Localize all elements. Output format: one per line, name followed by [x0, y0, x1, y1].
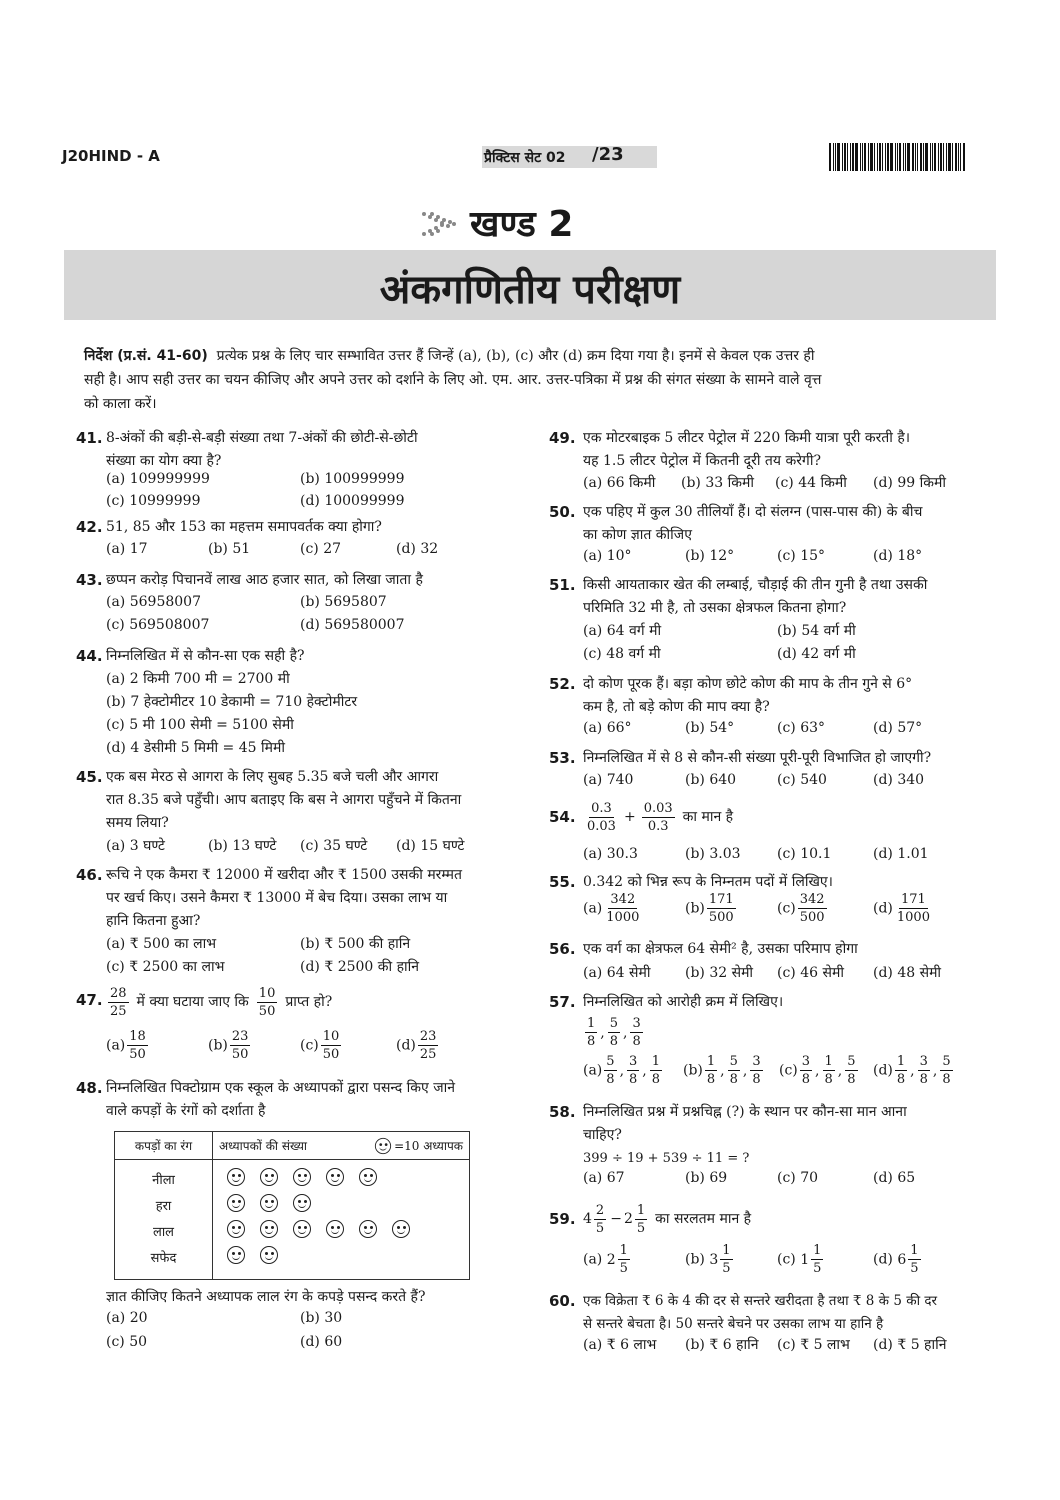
option-a[interactable]: (a) 66 किमी — [583, 475, 656, 491]
option-a[interactable]: (a) 17 — [106, 541, 148, 557]
question-text: 8-अंकों की बड़ी-से-बड़ी संख्या तथा 7-अंकों की छोटी-से-छोटी — [106, 430, 418, 446]
fraction: $\frac{1}{8}$ — [824, 1054, 833, 1087]
barcode-bar — [877, 143, 878, 171]
given-fractions: $\frac{1}{8}$ , $\frac{5}{8}$ , $\frac{3}{8}$ — [587, 1016, 641, 1049]
smiley-icon — [260, 1168, 278, 1186]
fraction: $\frac{1}{8}$ — [896, 1054, 906, 1087]
pictogram-rows — [213, 1160, 470, 1280]
option-c[interactable]: (c) 46 सेमी — [777, 965, 844, 981]
option-d[interactable]: (d) 65 — [873, 1170, 916, 1186]
question-text: वाले कपड़ों के रंगों को दर्शाता है — [106, 1103, 266, 1119]
option-d[interactable]: (d) 100099999 — [300, 493, 405, 509]
question-58 — [549, 1101, 999, 1186]
question-text: किसी आयताकार खेत की लम्बाई, चौड़ाई की तीन गुनी है तथा उसकी — [583, 577, 928, 593]
barcode-bar — [860, 143, 861, 171]
smiley-icon — [359, 1220, 377, 1238]
option-c[interactable]: (c) 1 $\frac{1}{5}$ — [777, 1243, 822, 1276]
fraction: $\frac{0.3}{0.03}$ — [587, 801, 616, 834]
question-text: 0.342 को भिन्न रूप के निम्नतम पदों में लिखिए। — [583, 874, 833, 890]
question-text: परिमिति 32 मी है, तो उसका क्षेत्रफल कितना होगा? — [583, 600, 847, 616]
question-text: एक बस मेरठ से आगरा के लिए सुबह 5.35 बजे चली और आगरा — [106, 769, 439, 785]
instructions — [84, 344, 984, 416]
option-c[interactable]: (c) 10.1 — [777, 846, 832, 862]
barcode-bar — [868, 143, 869, 171]
barcode-bar — [923, 143, 924, 171]
question-53 — [549, 747, 999, 788]
option-d[interactable]: (d) 15 घण्टे — [396, 838, 465, 854]
question-number: 54. — [549, 808, 576, 826]
barcode-bar — [955, 143, 957, 171]
question-number: 57. — [549, 993, 576, 1011]
question-57 — [549, 991, 999, 1087]
question-text: में क्या घटाया जाए कि — [136, 994, 249, 1010]
row-label: लाल — [153, 1225, 174, 1240]
barcode-bar — [938, 143, 939, 171]
option-b[interactable]: (b) 30 — [300, 1310, 343, 1326]
mixed-fraction: 4 $\frac{2}{5}$ — [583, 1203, 605, 1236]
question-text: का सरलतम मान है — [655, 1211, 752, 1227]
question-number: 55. — [549, 873, 576, 891]
question-number: 48. — [76, 1079, 103, 1097]
question-text: रात 8.35 बजे पहुँची। आप बताइए कि बस ने आगरा पहुँचने में कितना — [106, 792, 462, 808]
option-c[interactable]: (c) ₹ 2500 का लाभ — [106, 959, 225, 975]
barcode-bar — [844, 143, 846, 171]
question-47 — [76, 985, 526, 1062]
question-text: निम्नलिखित पिक्टोग्राम एक स्कूल के अध्यापकों द्वारा पसन्द किए जाने — [106, 1080, 455, 1096]
question-59 — [549, 1202, 999, 1276]
question-number: 49. — [549, 429, 576, 447]
barcode-bar — [879, 143, 881, 171]
option-b[interactable]: (b) 3 $\frac{1}{5}$ — [685, 1243, 731, 1276]
barcode-bar — [912, 143, 914, 171]
smiley-icon — [293, 1168, 311, 1186]
question-text: से सन्तरे बेचता है। 50 सन्तरे बेचने पर उसका लाभ या हानि है — [583, 1316, 884, 1332]
barcode-bar — [829, 143, 831, 171]
question-text: निम्नलिखित को आरोही क्रम में लिखिए। — [583, 994, 784, 1010]
option-d[interactable]: (d) 32 — [396, 541, 439, 557]
option-d[interactable]: (d) $\frac{171}{1000}$ — [873, 892, 930, 925]
option-c[interactable]: (c) 569508007 — [106, 617, 210, 633]
option-c[interactable]: (c) 63° — [777, 720, 826, 736]
option-b[interactable]: (b) $\frac{23}{50}$ — [208, 1029, 249, 1062]
option-d[interactable]: (d) 60 — [300, 1334, 343, 1350]
question-text: एक मोटरबाइक 5 लीटर पेट्रोल में 220 किमी यात्रा पूरी करती है। — [583, 430, 911, 446]
question-text: दो कोण पूरक हैं। बड़ा कोण छोटे कोण की माप के तीन गुने से 6° — [583, 676, 913, 692]
option-b[interactable]: (b) 5695807 — [300, 594, 387, 610]
question-text: निम्नलिखित में से 8 से कौन-सी संख्या पूरी-पूरी विभाजित हो जाएगी? — [583, 750, 932, 766]
question-number: 46. — [76, 866, 103, 884]
option-a[interactable]: (a) 3 घण्टे — [106, 838, 165, 854]
barcode-bar — [850, 143, 851, 171]
question-number: 44. — [76, 647, 103, 665]
question-42 — [76, 516, 526, 557]
column-header: अध्यापकों की संख्या =10 अध्यापक — [213, 1132, 470, 1160]
fraction: $\frac{3}{8}$ — [919, 1054, 928, 1087]
smiley-icon — [260, 1220, 278, 1238]
barcode-bar — [870, 143, 873, 171]
question-text: हानि कितना हुआ? — [106, 913, 201, 929]
question-text: का मान है — [682, 809, 734, 825]
page-number: /23 — [592, 144, 624, 165]
question-number: 56. — [549, 940, 576, 958]
option-d[interactable]: (d) 6 $\frac{1}{5}$ — [873, 1243, 919, 1276]
question-text: ज्ञात कीजिए कितने अध्यापक लाल रंग के कपड़े पसन्द करते हैं? — [106, 1289, 426, 1305]
barcode-bar — [925, 143, 928, 171]
question-text: एक पहिए में कुल 30 तीलियाँ हैं। दो संलग्न (पास-पास की) के बीच — [583, 504, 923, 520]
chevron-arrow-icon — [420, 208, 464, 244]
pictogram-row — [227, 1194, 469, 1220]
pictogram-row — [227, 1168, 469, 1194]
smiley-icon — [326, 1220, 344, 1238]
fraction: $\frac{3}{8}$ — [801, 1054, 811, 1087]
question-number: 52. — [549, 675, 576, 693]
option-a[interactable]: (a) 67 — [583, 1170, 625, 1186]
barcode-bar — [943, 143, 944, 171]
option-d[interactable]: (d) ₹ 2500 की हानि — [300, 959, 420, 975]
barcode-bar — [952, 143, 953, 171]
option-b[interactable]: (b) 100999999 — [300, 471, 405, 487]
question-number: 51. — [549, 576, 576, 594]
barcode-bar — [847, 143, 848, 171]
question-number: 45. — [76, 768, 103, 786]
color-labels — [115, 1160, 213, 1280]
smiley-icon — [227, 1168, 245, 1186]
option-d[interactable]: (d) $\frac{23}{25}$ — [396, 1029, 437, 1062]
mixed-fraction: 2 $\frac{1}{5}$ — [623, 1203, 646, 1236]
smiley-icon — [227, 1220, 245, 1238]
paper-code: J20HIND - A — [62, 147, 160, 165]
question-41 — [76, 427, 526, 509]
option-c[interactable]: (c) 15° — [777, 548, 826, 564]
question-text: चाहिए? — [583, 1127, 622, 1143]
option-b[interactable]: (b) $\frac{171}{500}$ — [685, 892, 734, 925]
option-d[interactable]: (d) 57° — [873, 720, 923, 736]
question-expression: 399 ÷ 19 + 539 ÷ 11 = ? — [583, 1151, 750, 1166]
option-b[interactable]: (b) $\frac{1}{8}$ , $\frac{5}{8}$ , $\frac{3}{8}$ — [683, 1054, 761, 1087]
plus-sign: + — [623, 809, 636, 825]
barcode-bar — [932, 143, 933, 171]
barcode-bar — [885, 143, 886, 171]
option-a[interactable]: (a) 20 — [106, 1310, 148, 1326]
option-c[interactable]: (c) 10999999 — [106, 493, 201, 509]
option-c[interactable]: (c) 44 किमी — [775, 475, 847, 491]
smiley-icon — [293, 1194, 311, 1212]
instructions-line: को काला करें। — [84, 396, 157, 412]
question-number: 59. — [549, 1210, 576, 1228]
fraction: $\frac{28}{25}$ — [110, 986, 127, 1019]
fraction: $\frac{5}{8}$ — [942, 1054, 951, 1087]
row-label: नीला — [152, 1173, 175, 1188]
question-text: एक वर्ग का क्षेत्रफल 64 सेमी² है, उसका परिमाप होगा — [583, 941, 858, 957]
fraction: $\frac{10}{50}$ — [258, 986, 276, 1019]
question-51 — [549, 574, 999, 662]
barcode-bar — [946, 143, 947, 171]
option-d[interactable]: (d) 48 सेमी — [873, 965, 942, 981]
pictogram-row — [227, 1246, 469, 1272]
question-number: 43. — [76, 571, 103, 589]
fraction: $\frac{1}{8}$ — [651, 1054, 661, 1087]
option-b[interactable]: (b) 54° — [685, 720, 735, 736]
option-b[interactable]: (b) 54 वर्ग मी — [777, 623, 856, 639]
option-a[interactable]: (a) 740 — [583, 772, 634, 788]
option-d[interactable]: (d) 42 वर्ग मी — [777, 646, 856, 662]
barcode-bar — [897, 143, 898, 171]
question-56 — [549, 938, 999, 981]
question-52 — [549, 673, 999, 736]
smiley-icon — [293, 1220, 311, 1238]
column-header: कपड़ों का रंग — [115, 1132, 213, 1160]
question-number: 47. — [76, 991, 103, 1009]
barcode-bar — [837, 143, 840, 171]
question-text: रूचि ने एक कैमरा ₹ 12000 में खरीदा और ₹ 1500 उसकी मरम्मत — [106, 867, 462, 883]
option-a[interactable]: (a) 66° — [583, 720, 632, 736]
barcode-bar — [855, 143, 858, 171]
option-d[interactable]: (d) $\frac{1}{8}$ , $\frac{3}{8}$ , $\frac{5}{8}$ — [873, 1054, 951, 1087]
option-b[interactable]: (b) 3.03 — [685, 846, 741, 862]
barcode-bar — [874, 143, 875, 171]
option-d[interactable]: (d) ₹ 5 हानि — [873, 1337, 947, 1353]
option-d[interactable]: (d) 4 डेसीमी 5 मिमी = 45 मिमी — [106, 740, 285, 756]
barcode-bar — [899, 143, 901, 171]
question-49 — [549, 427, 999, 491]
question-text: यह 1.5 लीटर पेट्रोल में कितनी दूरी तय करेगी? — [583, 453, 821, 469]
row-label: सफेद — [150, 1251, 177, 1266]
smiley-icon — [375, 1137, 391, 1153]
question-number: 60. — [549, 1292, 576, 1310]
smiley-icon — [326, 1168, 344, 1186]
fraction: $\frac{5}{8}$ — [847, 1054, 856, 1087]
question-number: 42. — [76, 518, 103, 536]
question-text: एक विक्रेता ₹ 6 के 4 की दर से सन्तरे खरीदता है तथा ₹ 8 के 5 की दर — [583, 1293, 938, 1309]
fraction: $\frac{3}{8}$ — [752, 1054, 761, 1087]
option-d[interactable]: (d) 99 किमी — [873, 475, 946, 491]
set-label: प्रैक्टिस सेट 02 — [484, 150, 566, 166]
option-a[interactable]: (a) 2 किमी 700 मी = 2700 मी — [106, 671, 290, 687]
option-b[interactable]: (b) ₹ 6 हानि — [685, 1337, 759, 1353]
fraction: $\frac{1}{8}$ — [587, 1016, 596, 1049]
question-text: प्राप्त हो? — [285, 994, 333, 1010]
question-46 — [76, 864, 526, 975]
barcode — [829, 143, 966, 171]
barcode-bar — [864, 143, 866, 171]
barcode-bar — [940, 143, 942, 171]
question-text: कम है, तो बड़े कोण की माप क्या है? — [583, 699, 770, 715]
question-60 — [549, 1290, 1009, 1353]
question-55 — [549, 871, 999, 925]
option-b[interactable]: (b) 33 किमी — [681, 475, 754, 491]
barcode-bar — [958, 143, 959, 171]
fraction: $\frac{5}{8}$ — [606, 1054, 615, 1087]
barcode-bar — [907, 143, 910, 171]
barcode-bar — [890, 143, 893, 171]
fraction: $\frac{3}{8}$ — [632, 1016, 641, 1049]
option-b[interactable]: (b) 51 — [208, 541, 251, 557]
option-b[interactable]: (b) 7 हेक्टोमीटर 10 डेकामी = 710 हेक्टोमीटर — [106, 694, 358, 710]
question-50 — [549, 501, 999, 564]
option-a[interactable]: (a) 56958007 — [106, 594, 201, 610]
smiley-icon — [260, 1194, 278, 1212]
option-a[interactable]: (a) $\frac{5}{8}$ , $\frac{3}{8}$ , $\frac{1}{8}$ — [583, 1054, 661, 1087]
question-48 — [76, 1077, 526, 1123]
option-d[interactable]: (d) 1.01 — [873, 846, 929, 862]
question-text: निम्नलिखित में से कौन-सा एक सही है? — [106, 648, 305, 664]
fraction: $\frac{1}{8}$ — [706, 1054, 716, 1087]
question-number: 53. — [549, 749, 576, 767]
smiley-icon — [392, 1220, 410, 1238]
fraction: $\frac{5}{8}$ — [729, 1054, 738, 1087]
question-text: समय लिया? — [106, 815, 169, 831]
barcode-bar — [882, 143, 883, 171]
fraction: $\frac{5}{8}$ — [609, 1016, 619, 1049]
question-45 — [76, 766, 526, 854]
option-a[interactable]: (a) 10° — [583, 548, 632, 564]
fraction: $\frac{0.03}{0.3}$ — [643, 801, 673, 834]
barcode-bar — [833, 143, 834, 171]
option-c[interactable]: (c) 50 — [106, 1334, 148, 1350]
option-b[interactable]: (b) 640 — [685, 772, 737, 788]
option-b[interactable]: (b) ₹ 500 की हानि — [300, 936, 411, 952]
barcode-bar — [895, 143, 896, 171]
barcode-bar — [930, 143, 931, 171]
barcode-bar — [917, 143, 918, 171]
question-number: 41. — [76, 429, 103, 447]
question-text: संख्या का योग क्या है? — [106, 453, 222, 469]
option-b[interactable]: (b) 13 घण्टे — [208, 838, 277, 854]
barcode-bar — [948, 143, 951, 171]
option-a[interactable]: (a) 30.3 — [583, 846, 638, 862]
smiley-icon — [260, 1246, 278, 1264]
option-a[interactable]: (a) 64 वर्ग मी — [583, 623, 662, 639]
option-a[interactable]: (a) 109999999 — [106, 471, 210, 487]
barcode-bar — [905, 143, 906, 171]
option-a[interactable]: (a) $\frac{342}{1000}$ — [583, 892, 640, 925]
option-a[interactable]: (a) 2 $\frac{1}{5}$ — [583, 1243, 628, 1276]
barcode-bar — [852, 143, 854, 171]
pictogram-table — [114, 1131, 470, 1280]
option-c[interactable]: (c) $\frac{3}{8}$ , $\frac{1}{8}$ , $\frac{5}{8}$ — [779, 1054, 856, 1087]
option-c[interactable]: (c) ₹ 5 लाभ — [777, 1337, 850, 1353]
option-c[interactable]: (c) 5 मी 100 सेमी = 5100 सेमी — [106, 717, 294, 733]
section-title: अंकगणितीय परीक्षण — [379, 267, 681, 313]
barcode-bar — [920, 143, 922, 171]
question-text: निम्नलिखित प्रश्न में प्रश्नचिह्न (?) के स्थान पर कौन-सा मान आना — [583, 1104, 907, 1120]
fraction: $\frac{3}{8}$ — [629, 1054, 638, 1087]
barcode-bar — [903, 143, 904, 171]
question-number: 50. — [549, 503, 576, 521]
question-text: 51, 85 और 153 का महत्तम समापवर्तक क्या होगा? — [106, 519, 382, 535]
option-c[interactable]: (c) $\frac{342}{500}$ — [777, 892, 825, 925]
smiley-icon — [227, 1246, 245, 1264]
question-number: 58. — [549, 1103, 576, 1121]
row-label: हरा — [155, 1199, 172, 1214]
option-a[interactable]: (a) 64 सेमी — [583, 965, 651, 981]
option-d[interactable]: (d) 569580007 — [300, 617, 405, 633]
instructions-label: निर्देश (प्र.सं. 41-60) — [84, 348, 208, 364]
option-a[interactable]: (a) $\frac{18}{50}$ — [106, 1029, 146, 1062]
option-a[interactable]: (a) ₹ 500 का लाभ — [106, 936, 217, 952]
option-d[interactable]: (d) 18° — [873, 548, 923, 564]
question-text: का कोण ज्ञात कीजिए — [583, 527, 692, 543]
option-c[interactable]: (c) $\frac{10}{50}$ — [300, 1029, 340, 1062]
instructions-line: सही है। आप सही उत्तर का चयन कीजिए और अपने उत्तर को दर्शाने के लिए ओ. एम. आर. उत्तर-पत्रिका में प्रश्न की संगत संख्या के सामने वाले वृत्त — [84, 372, 822, 388]
barcode-bar — [835, 143, 836, 171]
option-b[interactable]: (b) 12° — [685, 548, 735, 564]
barcode-bar — [960, 143, 961, 171]
minus-sign: − — [610, 1211, 622, 1227]
question-54 — [549, 800, 999, 862]
barcode-bar — [915, 143, 916, 171]
barcode-bar — [963, 143, 965, 171]
question-text: छप्पन करोड़ पिचानवें लाख आठ हजार सात, को लिखा जाता है — [106, 572, 423, 588]
option-c[interactable]: (c) 540 — [777, 772, 827, 788]
barcode-bar — [934, 143, 936, 171]
option-c[interactable]: (c) 27 — [300, 541, 342, 557]
section-label: खण्ड 2 — [470, 204, 574, 245]
barcode-bar — [862, 143, 863, 171]
smiley-icon — [227, 1194, 245, 1212]
option-b[interactable]: (b) 69 — [685, 1170, 728, 1186]
pictogram-row — [227, 1220, 469, 1246]
option-b[interactable]: (b) 32 सेमी — [685, 965, 754, 981]
question-44 — [76, 645, 526, 756]
question-text: पर खर्च किए। उसने कैमरा ₹ 13000 में बेच दिया। उसका लाभ या — [106, 890, 448, 906]
option-c[interactable]: (c) 35 घण्टे — [300, 838, 368, 854]
option-d[interactable]: (d) 340 — [873, 772, 925, 788]
question-43 — [76, 569, 526, 633]
smiley-icon — [359, 1168, 377, 1186]
barcode-bar — [842, 143, 843, 171]
instructions-line: प्रत्येक प्रश्न के लिए चार सम्भावित उत्तर हैं जिन्हें (a), (b), (c) और (d) क्रम दिया गया है। इनमें से केवल एक उत्तर ही — [216, 348, 815, 364]
barcode-bar — [887, 143, 889, 171]
key-text: =10 अध्यापक — [394, 1139, 463, 1153]
option-c[interactable]: (c) 48 वर्ग मी — [583, 646, 661, 662]
option-a[interactable]: (a) ₹ 6 लाभ — [583, 1337, 657, 1353]
option-c[interactable]: (c) 70 — [777, 1170, 819, 1186]
